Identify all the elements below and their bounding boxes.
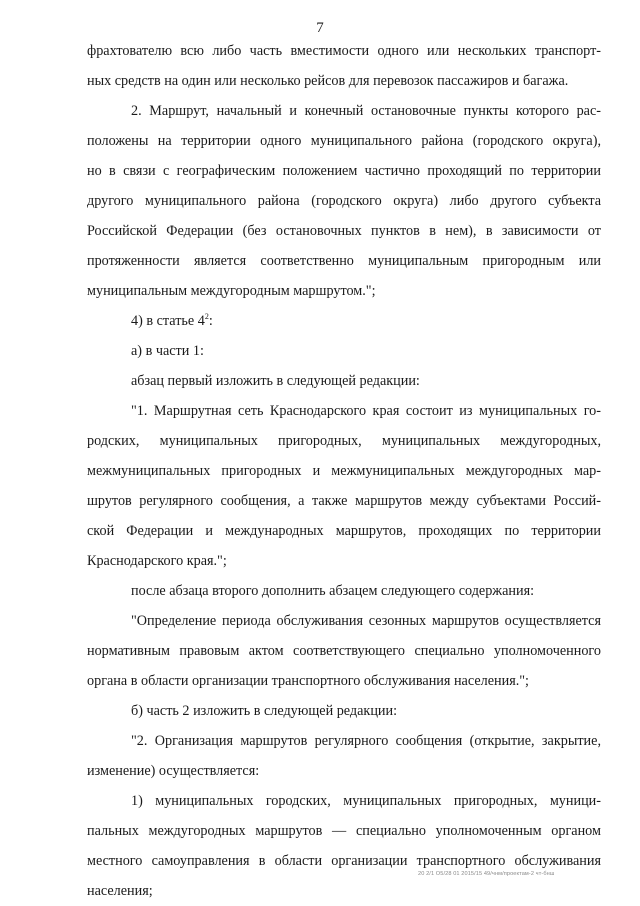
page-number: 7: [316, 20, 324, 36]
text-line: ской Федерации и международных маршрутов, проходящих по территории: [87, 523, 601, 539]
text-line: протяженности является соответственно муниципальным пригородным или: [87, 253, 601, 269]
text-line: межмуниципальных пригородных и межмуниципальных междугородных мар-: [87, 463, 601, 479]
document-body: [87, 36, 601, 906]
text-line: нормативным правовым актом соответствующего специально уполномоченного: [87, 643, 601, 659]
text-line: фрахтователю всю либо часть вместимости одного или нескольких транспорт-: [87, 43, 601, 59]
paragraph-start: б) часть 2 изложить в следующей редакции:: [131, 703, 398, 719]
document-footer-code: 20 2/1 O5/28 01 2015/15 49/чнм/проектам-2 чт-бнш: [418, 871, 555, 877]
text-line: Российской Федерации (без остановочных пунктов в нем), в зависимости от: [87, 223, 601, 239]
text-line: изменение) осуществляется:: [87, 763, 260, 779]
superscript: 2: [204, 312, 209, 321]
paragraph-start: абзац первый изложить в следующей редакции:: [131, 373, 420, 389]
paragraph-start: после абзаца второго дополнить абзацем следующего содержания:: [131, 583, 535, 599]
text-line: положены на территории одного муниципального района (городского округа),: [87, 133, 601, 149]
text-line: населения;: [87, 883, 153, 899]
text-line: родских, муниципальных пригородных, муниципальных междугородных,: [87, 433, 601, 449]
paragraph-start: 2. Маршрут, начальный и конечный остановочные пункты которого рас-: [131, 103, 601, 119]
paragraph-start: [87, 306, 601, 336]
text-line: другого муниципального района (городского округа) либо другого субъекта: [87, 193, 601, 209]
paragraph-start: 1) муниципальных городских, муниципальных пригородных, муници-: [131, 793, 601, 809]
paragraph-start: "Определение периода обслуживания сезонных маршрутов осуществляется: [131, 613, 601, 629]
colon: :: [208, 313, 213, 329]
article-ref: 4) в статье 4: [131, 313, 205, 329]
text-line: шрутов регулярного сообщения, а также маршрутов между субъектами Россий-: [87, 493, 601, 509]
text-line: органа в области организации транспортного обслуживания населения.";: [87, 673, 529, 689]
text-line: муниципальным междугородным маршрутом.";: [87, 283, 376, 299]
paragraph-start: а) в части 1:: [131, 343, 204, 359]
text-line: местного самоуправления в области организации транспортного обслуживания: [87, 853, 601, 869]
paragraph-start: "1. Маршрутная сеть Краснодарского края состоит из муниципальных го-: [131, 403, 601, 419]
text-line: Краснодарского края.";: [87, 553, 227, 569]
paragraph-start: "2. Организация маршрутов регулярного сообщения (открытие, закрытие,: [131, 733, 601, 749]
text-line: но в связи с географическим положением частично проходящий по территории: [87, 163, 601, 179]
text-line: ных средств на один или несколько рейсов для перевозок пассажиров и багажа.: [87, 73, 569, 89]
text-line: пальных междугородных маршрутов — специально уполномоченным органом: [87, 823, 601, 839]
